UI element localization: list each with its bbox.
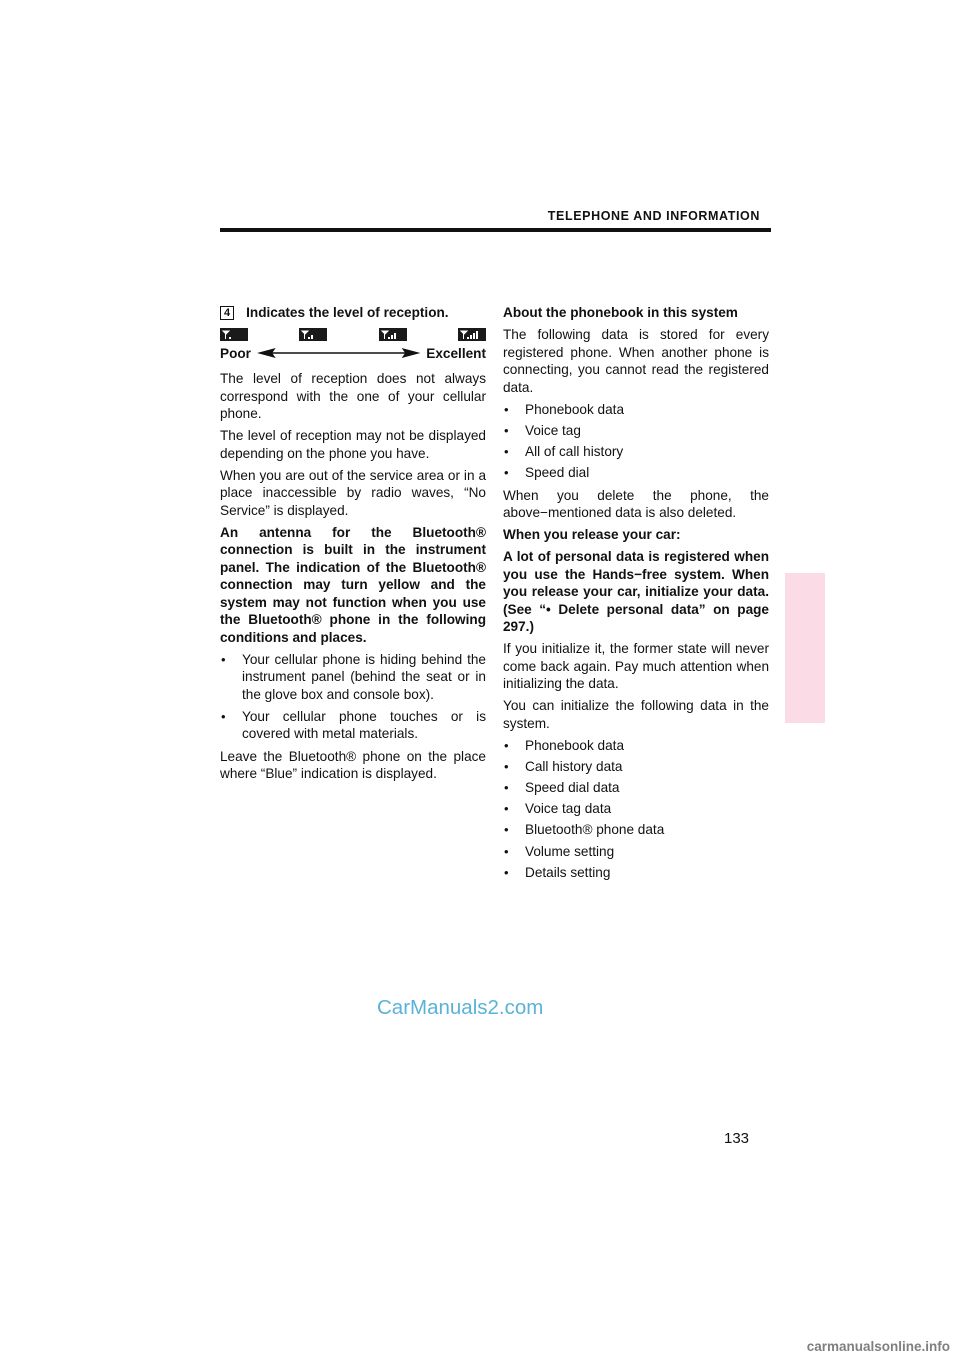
list-item: • Bluetooth® phone data bbox=[504, 822, 665, 838]
reception-display-note: The level of reception may not be displayed depending on the phone you have. bbox=[220, 428, 486, 461]
section-title: TELEPHONE AND INFORMATION bbox=[547, 209, 760, 223]
right-column bbox=[503, 304, 769, 886]
phonebook-heading: About the phonebook in this system bbox=[503, 305, 738, 320]
signal-1-bar-icon bbox=[220, 328, 248, 341]
no-service-note: When you are out of the service area or in a place inaccessible by radio waves, “No Service” is displayed. bbox=[220, 467, 486, 518]
bluetooth-placement-note: Leave the Bluetooth® phone on the place where “Blue” indication is displayed. bbox=[220, 748, 486, 781]
release-heading: When you release your car: bbox=[503, 527, 681, 543]
list-item: • Details setting bbox=[504, 864, 611, 880]
footer-watermark: carmanualsonline.info bbox=[806, 1339, 950, 1354]
bullet-icon: • bbox=[504, 422, 509, 438]
header-rule bbox=[220, 228, 771, 232]
bullet-icon: • bbox=[504, 401, 509, 417]
bullet-icon: • bbox=[221, 651, 226, 667]
initialize-list bbox=[503, 737, 769, 882]
reception-note: The level of reception does not always correspond with the one of your cellular phone. bbox=[220, 371, 486, 421]
bullet-icon: • bbox=[504, 843, 509, 859]
list-item: • Phonebook data bbox=[504, 737, 625, 753]
scale-excellent-label: Excellent bbox=[426, 345, 486, 361]
scale-poor-label: Poor bbox=[220, 345, 251, 361]
signal-icons-row bbox=[220, 328, 486, 342]
bullet-icon: • bbox=[221, 708, 226, 724]
page-number: 133 bbox=[724, 1130, 750, 1147]
signal-2-bars-icon bbox=[299, 328, 327, 341]
initialize-note: If you initialize it, the former state will never come back again. Pay much attention when initializing the data. bbox=[503, 641, 769, 692]
list-item: • Call history data bbox=[504, 758, 623, 774]
left-column bbox=[220, 304, 486, 787]
list-item: • Voice tag bbox=[504, 422, 581, 438]
list-item: • Volume setting bbox=[504, 843, 615, 859]
initialize-intro: You can initialize the following data in the system. bbox=[503, 698, 769, 731]
condition-list bbox=[220, 651, 486, 743]
bullet-icon: • bbox=[504, 443, 509, 459]
phonebook-list bbox=[503, 401, 769, 482]
list-item: • All of call history bbox=[504, 443, 624, 459]
item-heading-row bbox=[220, 304, 486, 322]
bullet-icon: • bbox=[504, 822, 509, 838]
bullet-icon: • bbox=[504, 801, 509, 817]
delete-note: When you delete the phone, the above−mentioned data is also deleted. bbox=[503, 487, 769, 521]
side-tab bbox=[785, 573, 825, 723]
list-item: • Speed dial data bbox=[504, 779, 620, 795]
list-item: • Speed dial bbox=[504, 465, 590, 481]
list-item: • Voice tag data bbox=[504, 801, 612, 817]
watermark-link[interactable]: CarManuals2.com bbox=[377, 996, 544, 1019]
list-item: • Your cellular phone is hiding behind the instrument panel (behind the seat or in the glove box and console box). bbox=[221, 651, 486, 702]
item-number-box: 4 bbox=[220, 306, 234, 320]
signal-3-bars-icon bbox=[379, 328, 407, 341]
release-warning: A lot of personal data is registered when you use the Hands−free system. When you release your car, initialize your data. (See “• Delete personal data” on page 297.) bbox=[503, 549, 769, 635]
bullet-icon: • bbox=[504, 465, 509, 481]
bullet-icon: • bbox=[504, 737, 509, 753]
double-arrow-icon bbox=[257, 347, 420, 359]
bullet-icon: • bbox=[504, 864, 509, 880]
list-item: • Phonebook data bbox=[504, 401, 625, 417]
bullet-icon: • bbox=[504, 779, 509, 795]
item-heading: Indicates the level of reception. bbox=[246, 305, 449, 320]
reception-scale bbox=[220, 345, 486, 363]
signal-4-bars-icon bbox=[458, 328, 486, 341]
list-item: • Your cellular phone touches or is covered with metal materials. bbox=[221, 708, 486, 741]
bullet-icon: • bbox=[504, 758, 509, 774]
antenna-warning: An antenna for the Bluetooth® connection is built in the instrument panel. The indication of the Bluetooth® connection may turn yellow and the system may not function when you use the Bluetooth® phone in the following conditions and places. bbox=[220, 524, 486, 645]
phonebook-intro: The following data is stored for every registered phone. When another phone is connecting, you cannot read the registered data. bbox=[503, 327, 769, 395]
